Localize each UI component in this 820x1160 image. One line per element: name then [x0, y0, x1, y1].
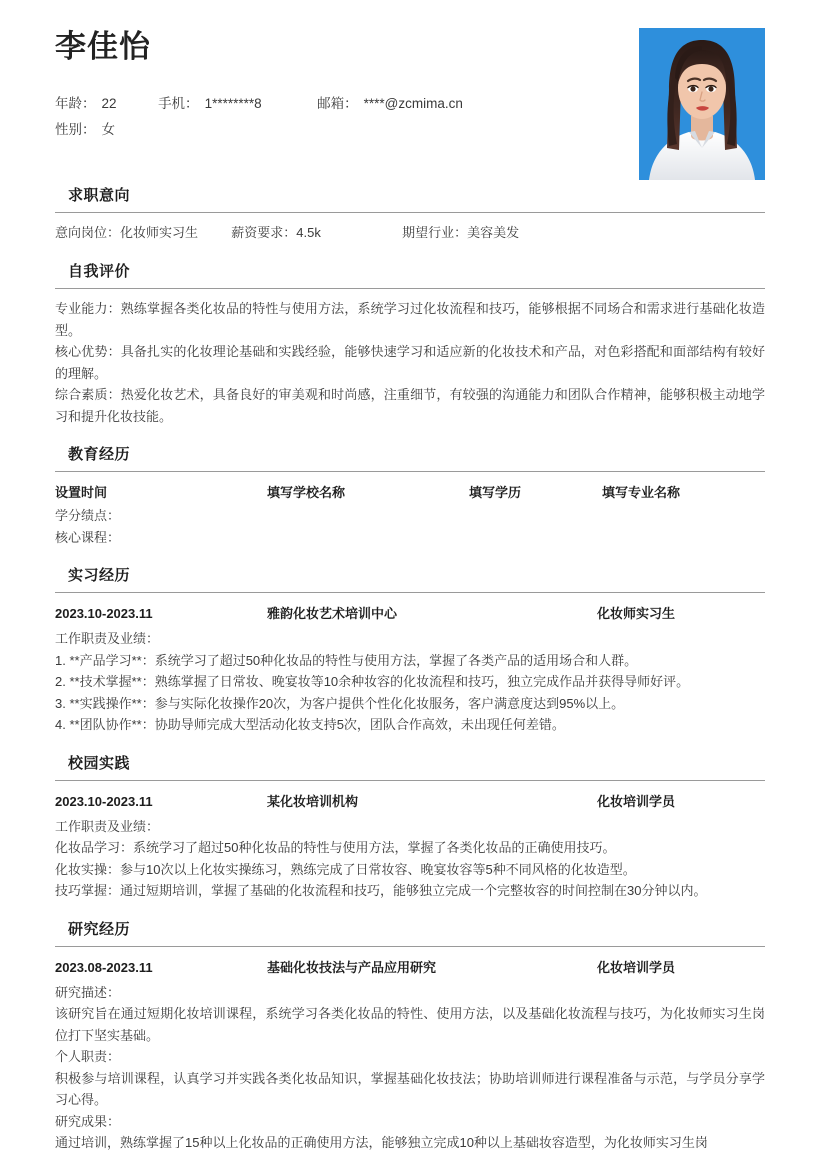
profile-photo [639, 28, 765, 180]
internship-role: 化妆师实习生 [597, 606, 676, 621]
education-column-time: 设置时间 [55, 485, 108, 500]
age-field [55, 91, 117, 117]
intent-salary-label: 薪资要求： [231, 225, 297, 240]
section-internship [55, 564, 765, 736]
internship-achievement-list [55, 650, 765, 736]
research-duties-label: 个人职责： [55, 1049, 121, 1064]
section-title-research: 研究经历 [68, 920, 131, 938]
campus-date: 2023.10-2023.11 [55, 793, 153, 809]
section-campus-practice [55, 752, 765, 902]
internship-subheading: 工作职责及业绩： [55, 631, 160, 646]
age-label: 年龄： [55, 96, 96, 112]
intent-industry-value: 美容美发 [467, 225, 520, 240]
email-field [317, 91, 463, 117]
research-results-text: 通过培训，熟练掌握了15种以上化妆品的正确使用方法，能够独立完成10种以上基础妆容造型，为化妆师实习生岗 [55, 1135, 708, 1150]
research-description-text: 该研究旨在通过短期化妆培训课程，系统学习各类化妆品的特性、使用方法，以及基础化妆流程与技巧，为化妆师实习生岗位打下坚实基础。 [55, 1006, 765, 1043]
research-description-label: 研究描述： [55, 984, 121, 1000]
section-research [55, 918, 765, 1154]
education-courses-line: 核心课程： [55, 529, 121, 545]
research-entry-header [55, 956, 765, 980]
section-title-internship: 实习经历 [68, 567, 131, 584]
list-item: 3. **实践操作**：参与实际化妆操作20次，为客户提供个性化化妆服务，客户满意度达到95%以上。 [55, 695, 625, 711]
phone-field [158, 91, 262, 117]
phone-label: 手机： [158, 96, 199, 112]
list-item: 1. **产品学习**：系统学习了超过50种化妆品的特性与使用方法，掌握了各类产品的适用场合和人群。 [55, 652, 638, 668]
list-item: 化妆实操：参与10次以上化妆实操练习，熟练完成了日常妆容、晚宴妆容等5种不同风格的化妆造型。 [55, 861, 636, 877]
intent-position-value: 化妆师实习生 [120, 225, 199, 240]
internship-date: 2023.10-2023.11 [55, 606, 153, 621]
section-divider [55, 212, 765, 213]
education-column-degree: 填写学历 [469, 485, 522, 500]
section-title-job-intent: 求职意向 [68, 187, 131, 204]
list-item: 4. **团队协作**：协助导师完成大型活动化妆支持5次，团队合作高效，未出现任何差错。 [55, 717, 565, 732]
section-divider [55, 288, 765, 289]
section-divider [55, 592, 765, 593]
section-divider [55, 780, 765, 781]
research-date: 2023.08-2023.11 [55, 959, 153, 975]
research-role: 化妆培训学员 [597, 959, 676, 975]
job-intent-row [55, 222, 765, 244]
education-table-header [55, 481, 765, 505]
list-item: 技巧掌握：通过短期培训，掌握了基础的化妆流程和技巧，能够独立完成一个完整妆容的时间控制在30分钟以内。 [55, 883, 707, 898]
research-duties-text: 积极参与培训课程，认真学习并实践各类化妆品知识，掌握基础化妆技法；协助培训师进行课程准备与示范，与学员分享学习心得。 [55, 1070, 765, 1107]
campus-subheading: 工作职责及业绩： [55, 818, 160, 834]
gender-label: 性别： [55, 122, 96, 138]
gender-field [55, 117, 115, 143]
campus-entry-header [55, 790, 765, 814]
section-job-intent [55, 184, 765, 244]
self-evaluation-paragraph: 核心优势：具备扎实的化妆理论基础和实践经验，能够快速学习和适应新的化妆技术和产品，对色彩搭配和面部结构有较好的理解。 [55, 344, 765, 381]
section-title-education: 教育经历 [68, 446, 131, 463]
list-item: 化妆品学习：系统学习了超过50种化妆品的特性与使用方法，掌握了各类化妆品的正确使用技巧。 [55, 840, 616, 855]
campus-achievement-list [55, 837, 765, 902]
resume-header [55, 0, 765, 168]
phone-value: 1********8 [204, 96, 262, 112]
portrait-illustration [639, 28, 765, 180]
self-evaluation-paragraph: 综合素质：热爱化妆艺术，具备良好的审美观和时尚感，注重细节，有较强的沟通能力和团队合作精神，能够积极主动地学习和提升化妆技能。 [55, 387, 765, 424]
self-evaluation-body [55, 298, 765, 427]
intent-position-label: 意向岗位： [55, 225, 121, 240]
internship-organization: 雅韵化妆艺术培训中心 [267, 606, 398, 621]
self-evaluation-paragraph: 专业能力：熟练掌握各类化妆品的特性与使用方法，系统学习过化妆流程和技巧，能够根据不同场合和需求进行基础化妆造型。 [55, 301, 765, 338]
section-title-self-evaluation: 自我评价 [68, 263, 131, 280]
intent-salary-value: 4.5k [296, 225, 321, 240]
education-column-school: 填写学校名称 [267, 485, 346, 500]
section-divider [55, 946, 765, 947]
research-results-label: 研究成果： [55, 1113, 121, 1129]
section-divider [55, 471, 765, 472]
education-gpa-line: 学分绩点： [55, 508, 121, 523]
section-title-campus-practice: 校园实践 [68, 754, 131, 772]
section-self-evaluation [55, 260, 765, 427]
campus-organization: 某化妆培训机构 [267, 793, 359, 809]
research-topic: 基础化妆技法与产品应用研究 [267, 959, 437, 975]
campus-role: 化妆培训学员 [597, 793, 676, 809]
email-label: 邮箱： [317, 96, 358, 112]
gender-value: 女 [101, 122, 115, 138]
email-value: ****@zcmima.cn [363, 96, 463, 112]
education-column-major: 填写专业名称 [602, 485, 681, 500]
intent-industry-label: 期望行业： [402, 225, 468, 240]
candidate-name: 李佳怡 [55, 29, 151, 64]
section-education [55, 443, 765, 548]
internship-entry-header [55, 602, 765, 626]
list-item: 2. **技术掌握**：熟练掌握了日常妆、晚宴妆等10余种妆容的化妆流程和技巧，独立完成作品并获得导师好评。 [55, 674, 690, 689]
age-value: 22 [101, 96, 117, 112]
